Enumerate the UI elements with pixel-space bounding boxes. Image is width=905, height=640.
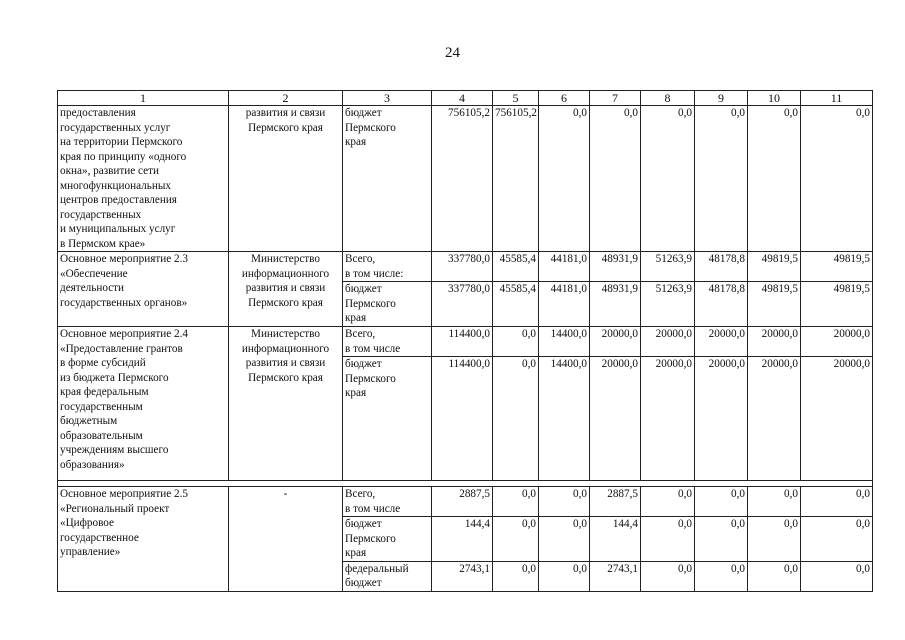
text-line: «Обеспечение — [60, 267, 128, 280]
amount-cell: 0,0 — [748, 106, 801, 252]
column-header-7: 7 — [590, 91, 641, 106]
amount-cell: 0,0 — [641, 487, 695, 517]
text-line: края — [345, 547, 367, 559]
amount-cell: 20000,0 — [641, 357, 695, 481]
amount-cell: 20000,0 — [801, 327, 873, 357]
text-line: Министерство — [251, 328, 320, 340]
text-line: края по принципу «одного — [60, 150, 187, 163]
amount-cell: 20000,0 — [641, 327, 695, 357]
amount-cell: 0,0 — [641, 517, 695, 562]
column-header-2: 2 — [229, 91, 343, 106]
column-header-9: 9 — [695, 91, 748, 106]
amount-cell: 49819,5 — [748, 252, 801, 282]
text-line: края — [345, 312, 367, 324]
text-line: многофункциональных — [60, 179, 171, 192]
text-line: информационного — [241, 267, 330, 280]
activity-name — [58, 252, 229, 327]
text-line: в Пермском крае» — [60, 237, 146, 250]
amount-cell: 0,0 — [590, 106, 641, 252]
funding-source — [343, 561, 432, 591]
amount-cell: 20000,0 — [748, 327, 801, 357]
amount-cell: 2743,1 — [590, 561, 641, 591]
amount-cell: 0,0 — [695, 487, 748, 517]
text-line: образовательным — [60, 429, 143, 442]
amount-cell: 144,4 — [432, 517, 493, 562]
text-line: в том числе: — [345, 267, 404, 280]
text-line: бюджет — [345, 577, 382, 589]
amount-cell: 0,0 — [695, 517, 748, 562]
text-line: бюджет — [345, 518, 382, 530]
amount-cell: 0,0 — [539, 561, 590, 591]
text-line: предоставления — [60, 107, 136, 119]
text-line: бюджет — [345, 107, 382, 119]
column-header-11: 11 — [801, 91, 873, 106]
column-header-4: 4 — [432, 91, 493, 106]
text-line: в форме субсидий — [60, 357, 146, 369]
amount-cell: 756105,2 — [432, 106, 493, 252]
activity-name — [58, 106, 229, 252]
text-line: Основное мероприятие 2.4 — [60, 328, 188, 340]
funding-source — [343, 106, 432, 252]
amount-cell: 144,4 — [590, 517, 641, 562]
amount-cell: 48931,9 — [590, 252, 641, 282]
text-line: Пермского края — [248, 371, 323, 384]
amount-cell: 0,0 — [695, 561, 748, 591]
text-line: Основное мероприятие 2.3 — [60, 253, 188, 265]
text-line: Пермского — [345, 297, 396, 310]
text-line: Всего, — [345, 253, 376, 265]
text-line: государственных органов» — [60, 296, 188, 309]
funding-source — [343, 517, 432, 562]
text-line: - — [283, 488, 288, 500]
amount-cell: 45585,4 — [493, 282, 539, 327]
funding-source — [343, 487, 432, 517]
activity-name — [58, 327, 229, 481]
amount-cell: 337780,0 — [432, 252, 493, 282]
amount-cell: 0,0 — [801, 561, 873, 591]
activity-name — [58, 487, 229, 592]
text-line: края федеральным — [60, 386, 149, 398]
table-row — [58, 327, 873, 357]
text-line: государственное — [60, 531, 139, 544]
amount-cell: 0,0 — [801, 106, 873, 252]
amount-cell: 0,0 — [539, 487, 590, 517]
funding-source — [343, 252, 432, 282]
text-line: окна», развитие сети — [60, 165, 159, 177]
text-line: Пермского — [345, 532, 396, 545]
amount-cell: 44181,0 — [539, 252, 590, 282]
text-line: в том числе — [345, 502, 401, 515]
amount-cell: 337780,0 — [432, 282, 493, 327]
text-line: из бюджета Пермского — [60, 371, 169, 384]
amount-cell: 0,0 — [695, 106, 748, 252]
text-line: государственных услуг — [60, 121, 171, 134]
executor — [229, 252, 343, 327]
text-line: деятельности — [60, 282, 125, 294]
text-line: Всего, — [345, 328, 376, 340]
column-header-3: 3 — [343, 91, 432, 106]
amount-cell: 0,0 — [539, 106, 590, 252]
amount-cell: 48178,8 — [695, 282, 748, 327]
text-line: края — [345, 387, 367, 399]
text-line: управление» — [60, 546, 121, 558]
table-row — [58, 106, 873, 252]
amount-cell: 45585,4 — [493, 252, 539, 282]
executor — [229, 327, 343, 481]
column-header-1: 1 — [58, 91, 229, 106]
amount-cell: 114400,0 — [432, 357, 493, 481]
text-line: развития и связи — [245, 282, 326, 294]
header-row — [58, 91, 873, 106]
funding-source — [343, 282, 432, 327]
column-header-8: 8 — [641, 91, 695, 106]
text-line: Всего, — [345, 488, 376, 500]
text-line: «Цифровое — [60, 517, 114, 529]
amount-cell: 0,0 — [493, 327, 539, 357]
amount-cell: 0,0 — [493, 517, 539, 562]
text-line: государственных — [60, 208, 142, 221]
text-line: образования» — [60, 458, 125, 471]
amount-cell: 20000,0 — [695, 327, 748, 357]
executor — [229, 106, 343, 252]
text-line: «Предоставление грантов — [60, 342, 183, 355]
amount-cell: 0,0 — [493, 561, 539, 591]
amount-cell: 20000,0 — [590, 357, 641, 481]
amount-cell: 0,0 — [539, 517, 590, 562]
amount-cell: 2887,5 — [590, 487, 641, 517]
column-header-6: 6 — [539, 91, 590, 106]
text-line: бюджет — [345, 358, 382, 370]
amount-cell: 0,0 — [801, 517, 873, 562]
amount-cell: 51263,9 — [641, 252, 695, 282]
column-header-5: 5 — [493, 91, 539, 106]
table-row — [58, 487, 873, 517]
table-row — [58, 252, 873, 282]
amount-cell: 14400,0 — [539, 357, 590, 481]
amount-cell: 49819,5 — [748, 282, 801, 327]
funding-source — [343, 357, 432, 481]
amount-cell: 0,0 — [493, 487, 539, 517]
text-line: развития и связи — [245, 107, 326, 119]
text-line: учреждениям высшего — [60, 444, 169, 456]
amount-cell: 48178,8 — [695, 252, 748, 282]
amount-cell: 0,0 — [801, 487, 873, 517]
text-line: Пермского края — [248, 296, 323, 309]
amount-cell: 0,0 — [748, 561, 801, 591]
amount-cell: 756105,2 — [493, 106, 539, 252]
amount-cell: 44181,0 — [539, 282, 590, 327]
amount-cell: 2887,5 — [432, 487, 493, 517]
text-line: Пермского — [345, 121, 396, 134]
text-line: федеральный — [345, 562, 409, 575]
amount-cell: 0,0 — [641, 106, 695, 252]
text-line: Пермского — [345, 372, 396, 385]
amount-cell: 49819,5 — [801, 252, 873, 282]
amount-cell: 51263,9 — [641, 282, 695, 327]
text-line: центров предоставления — [60, 194, 177, 206]
text-line: «Региональный проект — [60, 502, 170, 515]
text-line: Пермского края — [248, 121, 323, 134]
text-line: края — [345, 136, 367, 148]
amount-cell: 20000,0 — [590, 327, 641, 357]
text-line: бюджет — [345, 283, 382, 295]
text-line: государственным — [60, 400, 143, 413]
amount-cell: 20000,0 — [695, 357, 748, 481]
text-line: в том числе — [345, 342, 401, 355]
amount-cell: 48931,9 — [590, 282, 641, 327]
amount-cell: 20000,0 — [801, 357, 873, 481]
executor — [229, 487, 343, 592]
text-line: на территории Пермского — [60, 136, 183, 148]
amount-cell: 114400,0 — [432, 327, 493, 357]
text-line: развития и связи — [245, 357, 326, 369]
amount-cell: 0,0 — [641, 561, 695, 591]
text-line: Основное мероприятие 2.5 — [60, 488, 188, 500]
text-line: Министерство — [251, 253, 320, 265]
text-line: и муниципальных услуг — [60, 223, 176, 235]
text-line: информационного — [241, 342, 330, 355]
amount-cell: 20000,0 — [748, 357, 801, 481]
page-number: 24 — [445, 45, 460, 61]
amount-cell: 2743,1 — [432, 561, 493, 591]
column-header-10: 10 — [748, 91, 801, 106]
amount-cell: 0,0 — [748, 487, 801, 517]
text-line: бюджетным — [60, 415, 118, 427]
amount-cell: 14400,0 — [539, 327, 590, 357]
funding-source — [343, 327, 432, 357]
amount-cell: 0,0 — [748, 517, 801, 562]
amount-cell: 49819,5 — [801, 282, 873, 327]
amount-cell: 0,0 — [493, 357, 539, 481]
budget-table — [57, 90, 873, 592]
